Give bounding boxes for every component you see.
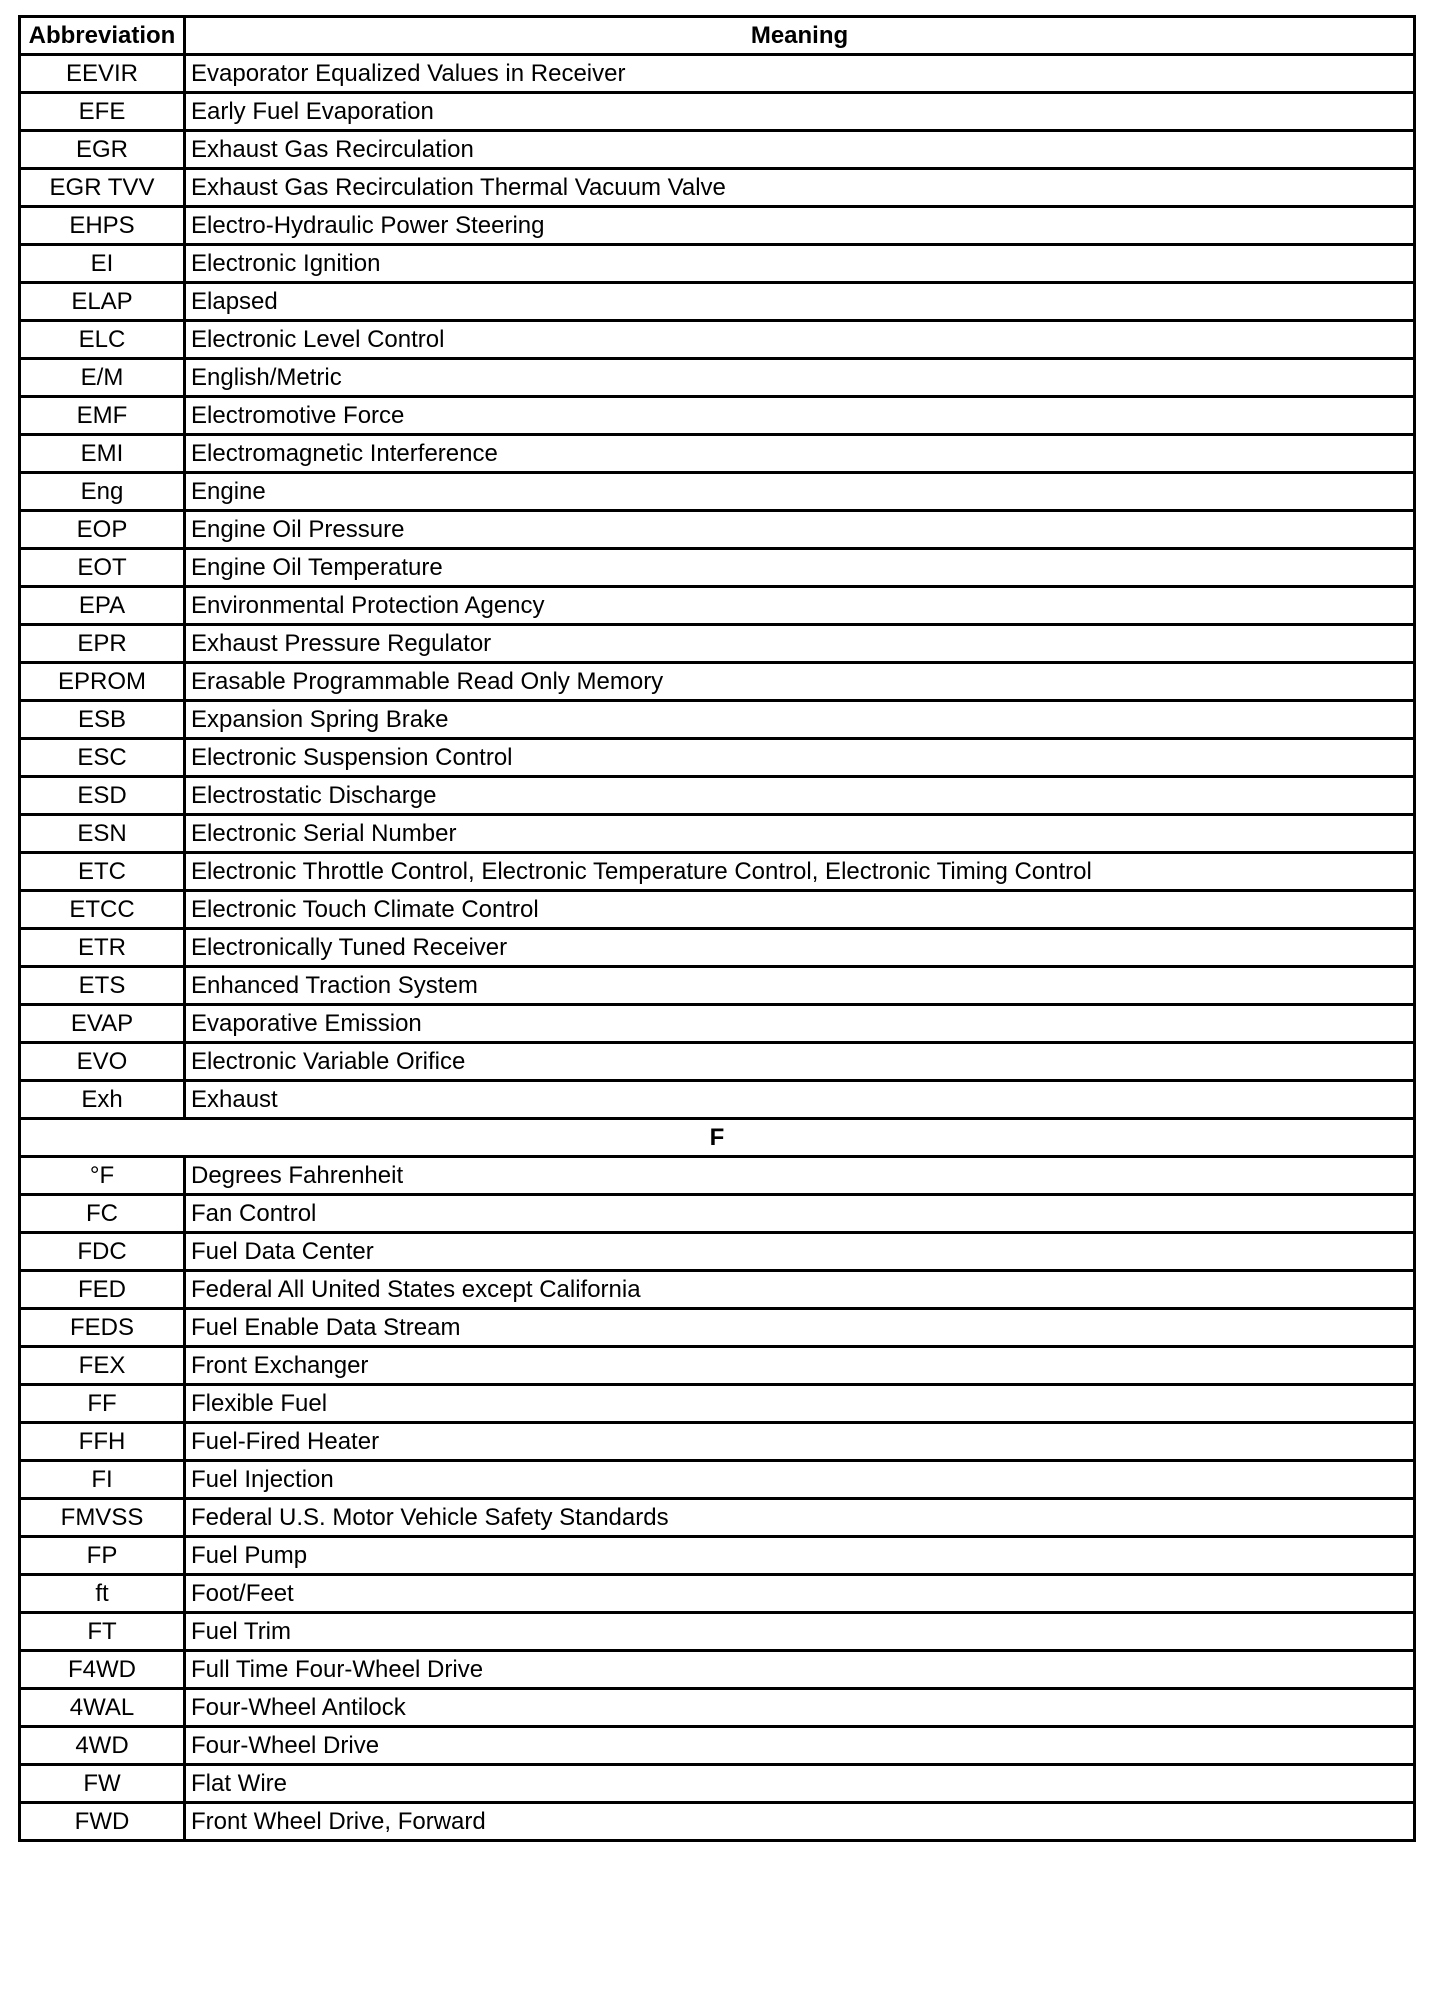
meaning-cell: Degrees Fahrenheit	[185, 1157, 1415, 1195]
abbreviation-cell: ESN	[20, 815, 185, 853]
table-row	[20, 891, 1415, 929]
meaning-cell: Front Exchanger	[185, 1347, 1415, 1385]
table-row	[20, 815, 1415, 853]
meaning-cell: Four-Wheel Antilock	[185, 1689, 1415, 1727]
table-row	[20, 169, 1415, 207]
abbreviation-cell: FF	[20, 1385, 185, 1423]
table-row	[20, 1195, 1415, 1233]
meaning-cell: Fuel-Fired Heater	[185, 1423, 1415, 1461]
table-row	[20, 511, 1415, 549]
abbreviation-cell: EPR	[20, 625, 185, 663]
meaning-cell: Electronic Serial Number	[185, 815, 1415, 853]
meaning-cell: Engine	[185, 473, 1415, 511]
header-meaning: Meaning	[185, 17, 1415, 55]
abbreviation-cell: ft	[20, 1575, 185, 1613]
abbreviation-cell: EMF	[20, 397, 185, 435]
table-row	[20, 967, 1415, 1005]
table-row	[20, 625, 1415, 663]
meaning-cell: Federal U.S. Motor Vehicle Safety Standards	[185, 1499, 1415, 1537]
abbreviation-cell: ESD	[20, 777, 185, 815]
meaning-cell: Exhaust	[185, 1081, 1415, 1119]
table-row	[20, 131, 1415, 169]
meaning-cell: Fuel Enable Data Stream	[185, 1309, 1415, 1347]
abbreviation-cell: FEDS	[20, 1309, 185, 1347]
meaning-cell: Four-Wheel Drive	[185, 1727, 1415, 1765]
meaning-cell: Fuel Trim	[185, 1613, 1415, 1651]
table-row	[20, 207, 1415, 245]
abbreviation-cell: FI	[20, 1461, 185, 1499]
table-row	[20, 93, 1415, 131]
meaning-cell: Fuel Data Center	[185, 1233, 1415, 1271]
abbreviation-cell: EOP	[20, 511, 185, 549]
meaning-cell: Federal All United States except California	[185, 1271, 1415, 1309]
meaning-cell: English/Metric	[185, 359, 1415, 397]
table-row	[20, 1233, 1415, 1271]
table-row	[20, 1727, 1415, 1765]
abbreviation-cell: FP	[20, 1537, 185, 1575]
abbreviation-cell: EOT	[20, 549, 185, 587]
table-row	[20, 1423, 1415, 1461]
table-row	[20, 283, 1415, 321]
table-row	[20, 245, 1415, 283]
table-row	[20, 701, 1415, 739]
abbreviation-cell: ELAP	[20, 283, 185, 321]
abbreviation-cell: FMVSS	[20, 1499, 185, 1537]
abbreviation-cell: FT	[20, 1613, 185, 1651]
table-row	[20, 473, 1415, 511]
table-body	[20, 55, 1415, 1841]
table-row	[20, 1575, 1415, 1613]
table-row	[20, 663, 1415, 701]
abbreviation-cell: 4WAL	[20, 1689, 185, 1727]
table-row	[20, 929, 1415, 967]
abbreviation-cell: EVAP	[20, 1005, 185, 1043]
meaning-cell: Electro-Hydraulic Power Steering	[185, 207, 1415, 245]
table-row	[20, 1271, 1415, 1309]
meaning-cell: Electronic Variable Orifice	[185, 1043, 1415, 1081]
abbreviation-cell: FEX	[20, 1347, 185, 1385]
meaning-cell: Exhaust Gas Recirculation	[185, 131, 1415, 169]
table-row	[20, 1803, 1415, 1841]
meaning-cell: Electronically Tuned Receiver	[185, 929, 1415, 967]
table-row	[20, 1081, 1415, 1119]
table-row	[20, 1537, 1415, 1575]
meaning-cell: Electronic Suspension Control	[185, 739, 1415, 777]
table-row	[20, 1461, 1415, 1499]
meaning-cell: Expansion Spring Brake	[185, 701, 1415, 739]
section-heading: F	[20, 1119, 1415, 1157]
table-row	[20, 55, 1415, 93]
abbreviation-cell: Eng	[20, 473, 185, 511]
table-row	[20, 1689, 1415, 1727]
table-row	[20, 435, 1415, 473]
table-row	[20, 739, 1415, 777]
meaning-cell: Elapsed	[185, 283, 1415, 321]
abbreviation-cell: EI	[20, 245, 185, 283]
abbreviation-cell: 4WD	[20, 1727, 185, 1765]
abbreviation-cell: FED	[20, 1271, 185, 1309]
meaning-cell: Front Wheel Drive, Forward	[185, 1803, 1415, 1841]
meaning-cell: Fuel Pump	[185, 1537, 1415, 1575]
meaning-cell: Exhaust Gas Recirculation Thermal Vacuum Valve	[185, 169, 1415, 207]
table-row	[20, 1499, 1415, 1537]
table-row	[20, 1765, 1415, 1803]
meaning-cell: Electromotive Force	[185, 397, 1415, 435]
meaning-cell: Evaporator Equalized Values in Receiver	[185, 55, 1415, 93]
abbreviation-cell: EGR	[20, 131, 185, 169]
meaning-cell: Early Fuel Evaporation	[185, 93, 1415, 131]
meaning-cell: Electronic Throttle Control, Electronic Temperature Control, Electronic Timing Control	[185, 853, 1415, 891]
table-row	[20, 359, 1415, 397]
abbreviation-cell: FFH	[20, 1423, 185, 1461]
abbreviation-cell: FDC	[20, 1233, 185, 1271]
abbreviation-cell: ETS	[20, 967, 185, 1005]
meaning-cell: Flat Wire	[185, 1765, 1415, 1803]
abbreviation-cell: FWD	[20, 1803, 185, 1841]
abbreviation-cell: ELC	[20, 321, 185, 359]
abbreviation-cell: °F	[20, 1157, 185, 1195]
meaning-cell: Electronic Touch Climate Control	[185, 891, 1415, 929]
abbreviation-cell: EPA	[20, 587, 185, 625]
table-row	[20, 1651, 1415, 1689]
table-row	[20, 1005, 1415, 1043]
abbreviation-cell: E/M	[20, 359, 185, 397]
table-row	[20, 587, 1415, 625]
table-row	[20, 397, 1415, 435]
abbreviation-cell: ETC	[20, 853, 185, 891]
meaning-cell: Enhanced Traction System	[185, 967, 1415, 1005]
table-row	[20, 777, 1415, 815]
meaning-cell: Foot/Feet	[185, 1575, 1415, 1613]
abbreviation-cell: EGR TVV	[20, 169, 185, 207]
abbreviation-cell: ETR	[20, 929, 185, 967]
table-row	[20, 549, 1415, 587]
table-row	[20, 321, 1415, 359]
abbreviation-cell: ESC	[20, 739, 185, 777]
abbreviation-cell: ETCC	[20, 891, 185, 929]
meaning-cell: Erasable Programmable Read Only Memory	[185, 663, 1415, 701]
meaning-cell: Fan Control	[185, 1195, 1415, 1233]
abbreviation-cell: Exh	[20, 1081, 185, 1119]
table-row	[20, 1043, 1415, 1081]
abbreviation-cell: F4WD	[20, 1651, 185, 1689]
table-row	[20, 1157, 1415, 1195]
meaning-cell: Evaporative Emission	[185, 1005, 1415, 1043]
meaning-cell: Flexible Fuel	[185, 1385, 1415, 1423]
meaning-cell: Electronic Ignition	[185, 245, 1415, 283]
meaning-cell: Engine Oil Pressure	[185, 511, 1415, 549]
table-row	[20, 1613, 1415, 1651]
table-row	[20, 853, 1415, 891]
abbreviation-cell: EVO	[20, 1043, 185, 1081]
meaning-cell: Electrostatic Discharge	[185, 777, 1415, 815]
table-row	[20, 1347, 1415, 1385]
meaning-cell: Electromagnetic Interference	[185, 435, 1415, 473]
table-row	[20, 1385, 1415, 1423]
section-row	[20, 1119, 1415, 1157]
abbreviation-table	[18, 15, 1416, 1842]
abbreviation-cell: EEVIR	[20, 55, 185, 93]
abbreviation-cell: EHPS	[20, 207, 185, 245]
abbreviation-cell: EFE	[20, 93, 185, 131]
abbreviation-cell: EMI	[20, 435, 185, 473]
abbreviation-cell: ESB	[20, 701, 185, 739]
header-row	[20, 17, 1415, 55]
meaning-cell: Engine Oil Temperature	[185, 549, 1415, 587]
header-abbreviation: Abbreviation	[20, 17, 185, 55]
abbreviation-cell: FW	[20, 1765, 185, 1803]
table-row	[20, 1309, 1415, 1347]
meaning-cell: Environmental Protection Agency	[185, 587, 1415, 625]
meaning-cell: Electronic Level Control	[185, 321, 1415, 359]
abbreviation-cell: FC	[20, 1195, 185, 1233]
abbreviation-cell: EPROM	[20, 663, 185, 701]
meaning-cell: Exhaust Pressure Regulator	[185, 625, 1415, 663]
meaning-cell: Full Time Four-Wheel Drive	[185, 1651, 1415, 1689]
meaning-cell: Fuel Injection	[185, 1461, 1415, 1499]
